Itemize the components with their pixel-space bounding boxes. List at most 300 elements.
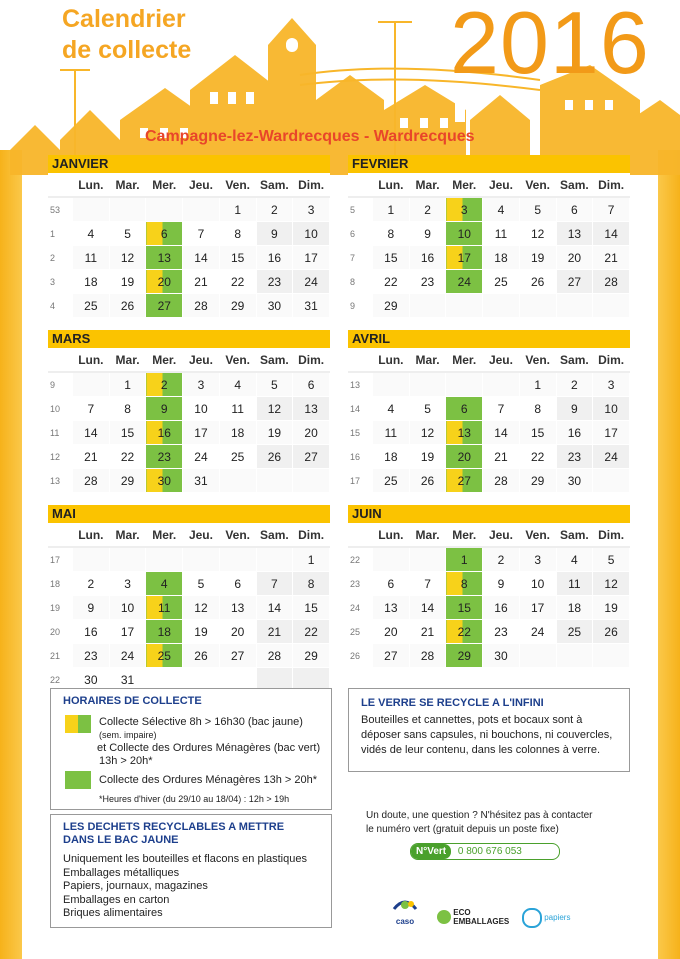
- week-number: 19: [48, 596, 73, 620]
- week-row: [48, 246, 330, 270]
- day-cell: 30: [483, 644, 520, 668]
- day-header: Ven.: [519, 173, 556, 197]
- day-cell: [593, 469, 630, 493]
- day-cell: 15: [446, 596, 483, 620]
- day-cell: 28: [256, 644, 293, 668]
- month-table: [48, 348, 330, 493]
- week-number: 22: [48, 668, 73, 692]
- day-header: Sam.: [556, 173, 593, 197]
- day-cell: 2: [256, 197, 293, 222]
- day-cell: 9: [409, 222, 446, 246]
- day-cell: 19: [256, 421, 293, 445]
- day-cell: 1: [219, 197, 256, 222]
- week-row: [348, 547, 630, 572]
- day-cell: 25: [373, 469, 410, 493]
- day-cell: [183, 547, 220, 572]
- day-cell: 22: [109, 445, 146, 469]
- day-cell: 13: [293, 397, 330, 421]
- horaires-item-1-line-3: et Collecte des Ordures Ménagères (bac vert): [97, 742, 321, 754]
- day-cell: 25: [146, 644, 183, 668]
- day-cell: 11: [73, 246, 110, 270]
- day-cell: 16: [409, 246, 446, 270]
- week-number: 53: [48, 197, 73, 222]
- day-cell: 10: [519, 572, 556, 596]
- day-cell: [109, 197, 146, 222]
- horaires-item-1-line-1: Collecte Sélective 8h > 16h30 (bac jaune): [99, 716, 303, 728]
- day-cell: 14: [593, 222, 630, 246]
- week-row: [48, 469, 330, 493]
- day-cell: 9: [73, 596, 110, 620]
- day-cell: [519, 294, 556, 318]
- week-row: [348, 644, 630, 668]
- dechets-item: Papiers, journaux, magazines: [63, 880, 208, 892]
- month-table: [48, 173, 330, 318]
- dechets-item: Emballages en carton: [63, 893, 170, 906]
- day-header: Dim.: [593, 173, 630, 197]
- day-cell: 24: [293, 270, 330, 294]
- day-cell: 22: [373, 270, 410, 294]
- day-cell: [556, 294, 593, 318]
- month-title: JANVIER: [48, 155, 330, 173]
- day-cell: 18: [556, 596, 593, 620]
- horaires-box: [50, 688, 332, 810]
- day-cell: 16: [556, 421, 593, 445]
- horaires-item-1-line-2: (sem. impaire): [99, 730, 157, 740]
- day-cell: 29: [519, 469, 556, 493]
- day-header: Sam.: [556, 348, 593, 372]
- day-cell: 31: [293, 294, 330, 318]
- day-cell: 6: [556, 197, 593, 222]
- day-cell: 17: [293, 246, 330, 270]
- week-row: [348, 294, 630, 318]
- day-cell: 13: [146, 246, 183, 270]
- papiers-icon: [522, 908, 542, 928]
- day-header: Mer.: [446, 348, 483, 372]
- day-cell: 1: [109, 372, 146, 397]
- day-header: Lun.: [373, 173, 410, 197]
- week-number: 15: [348, 421, 373, 445]
- day-cell: 20: [446, 445, 483, 469]
- month-title: MAI: [48, 505, 330, 523]
- numero-vert[interactable]: [410, 843, 560, 860]
- day-cell: 8: [109, 397, 146, 421]
- dechets-item: Uniquement les bouteilles et flacons en plastiques: [63, 853, 307, 865]
- day-header: Lun.: [73, 173, 110, 197]
- week-number: 14: [348, 397, 373, 421]
- day-cell: 15: [373, 246, 410, 270]
- contact-line-1: Un doute, une question ? N'hésitez pas à contacter: [366, 810, 593, 821]
- day-cell: [483, 372, 520, 397]
- day-cell: 16: [483, 596, 520, 620]
- day-cell: 28: [593, 270, 630, 294]
- day-cell: 3: [293, 197, 330, 222]
- day-cell: 1: [293, 547, 330, 572]
- phone-number: 0 800 676 053: [457, 846, 522, 857]
- day-cell: 2: [409, 197, 446, 222]
- day-cell: 26: [256, 445, 293, 469]
- day-cell: 14: [483, 421, 520, 445]
- week-row: [48, 222, 330, 246]
- day-cell: 11: [556, 572, 593, 596]
- verre-title: LE VERRE SE RECYCLE A L'INFINI: [361, 697, 544, 709]
- day-cell: 12: [409, 421, 446, 445]
- month-block: [48, 155, 330, 318]
- day-header: Sam.: [256, 523, 293, 547]
- week-number: 9: [48, 372, 73, 397]
- green-swatch: [65, 771, 91, 789]
- day-header: Lun.: [73, 348, 110, 372]
- week-row: [348, 596, 630, 620]
- eco-label-1: ECO: [453, 908, 471, 917]
- day-cell: 5: [409, 397, 446, 421]
- week-number: 6: [348, 222, 373, 246]
- week-number: 10: [48, 397, 73, 421]
- papiers-logo: [522, 908, 570, 928]
- day-cell: [146, 197, 183, 222]
- day-cell: 27: [293, 445, 330, 469]
- week-row: [48, 421, 330, 445]
- place-name: Campagne-lez-Wardrecques - Wardrecques: [145, 128, 475, 145]
- right-border: [658, 150, 680, 959]
- left-border: [0, 150, 22, 959]
- week-row: [48, 596, 330, 620]
- day-cell: 9: [146, 397, 183, 421]
- day-cell: 25: [219, 445, 256, 469]
- week-row: [348, 397, 630, 421]
- dechets-item: Briques alimentaires: [63, 907, 163, 919]
- week-number: 21: [48, 644, 73, 668]
- day-cell: [73, 197, 110, 222]
- day-cell: 23: [73, 644, 110, 668]
- day-cell: 10: [183, 397, 220, 421]
- week-row: [348, 445, 630, 469]
- day-cell: 27: [219, 644, 256, 668]
- day-header: Mer.: [146, 348, 183, 372]
- day-cell: 20: [293, 421, 330, 445]
- day-cell: 7: [409, 572, 446, 596]
- day-cell: 28: [483, 469, 520, 493]
- day-header: Jeu.: [483, 348, 520, 372]
- day-cell: 2: [483, 547, 520, 572]
- week-number: 12: [48, 445, 73, 469]
- calendar-title: [62, 4, 191, 66]
- dechets-title-line-2: DANS LE BAC JAUNE: [63, 834, 179, 846]
- day-cell: 18: [483, 246, 520, 270]
- day-cell: 25: [73, 294, 110, 318]
- day-cell: [293, 469, 330, 493]
- day-cell: 19: [183, 620, 220, 644]
- week-row: [348, 372, 630, 397]
- day-cell: [409, 294, 446, 318]
- week-number: 5: [348, 197, 373, 222]
- day-cell: 5: [256, 372, 293, 397]
- week-row: [48, 197, 330, 222]
- day-cell: 4: [373, 397, 410, 421]
- day-cell: 30: [146, 469, 183, 493]
- day-cell: 24: [593, 445, 630, 469]
- day-cell: 28: [73, 469, 110, 493]
- day-header: Mer.: [446, 173, 483, 197]
- week-number: 13: [48, 469, 73, 493]
- day-cell: 8: [293, 572, 330, 596]
- day-cell: 25: [483, 270, 520, 294]
- day-header: Jeu.: [483, 523, 520, 547]
- month-block: [48, 505, 330, 692]
- verre-text: Bouteilles et cannettes, pots et bocaux sont à déposer sans capsules, ni bouchons, ni couvercles, vidés de leur contenu, dans les colonnes à verre.: [361, 714, 613, 756]
- day-header-row: [348, 173, 630, 197]
- day-cell: 27: [146, 294, 183, 318]
- day-cell: [256, 469, 293, 493]
- day-cell: [556, 644, 593, 668]
- week-row: [348, 469, 630, 493]
- horaires-item-2: Collecte des Ordures Ménagères 13h > 20h*: [99, 774, 317, 786]
- month-title: FEVRIER: [348, 155, 630, 173]
- month-block: [48, 330, 330, 493]
- day-cell: 14: [256, 596, 293, 620]
- week-number: 3: [48, 270, 73, 294]
- day-cell: 4: [146, 572, 183, 596]
- day-cell: 10: [109, 596, 146, 620]
- day-header: Dim.: [293, 173, 330, 197]
- month-block: [348, 505, 630, 668]
- day-cell: 29: [109, 469, 146, 493]
- week-row: [48, 270, 330, 294]
- day-cell: 7: [593, 197, 630, 222]
- week-number: 26: [348, 644, 373, 668]
- day-cell: [409, 547, 446, 572]
- day-cell: 3: [593, 372, 630, 397]
- day-cell: [373, 547, 410, 572]
- week-header: [48, 348, 73, 372]
- month-table: [348, 348, 630, 493]
- week-number: 17: [348, 469, 373, 493]
- day-cell: 16: [256, 246, 293, 270]
- day-cell: 27: [373, 644, 410, 668]
- week-header: [48, 173, 73, 197]
- day-cell: 5: [519, 197, 556, 222]
- day-cell: 4: [219, 372, 256, 397]
- week-row: [48, 572, 330, 596]
- day-cell: [373, 372, 410, 397]
- day-cell: 13: [446, 421, 483, 445]
- dechets-item: Emballages métalliques: [63, 866, 180, 879]
- week-row: [348, 572, 630, 596]
- day-header-row: [48, 173, 330, 197]
- horaires-item-1-line-4: 13h > 20h*: [99, 755, 153, 767]
- day-cell: 26: [109, 294, 146, 318]
- year-label: 2016: [450, 0, 650, 92]
- day-header: Mer.: [446, 523, 483, 547]
- day-header: Dim.: [293, 348, 330, 372]
- day-cell: 3: [519, 547, 556, 572]
- day-cell: 18: [73, 270, 110, 294]
- day-cell: 19: [109, 270, 146, 294]
- day-header: Mar.: [109, 523, 146, 547]
- dechets-box: [50, 814, 332, 928]
- day-cell: 8: [446, 572, 483, 596]
- day-header-row: [348, 523, 630, 547]
- week-row: [348, 620, 630, 644]
- week-row: [348, 421, 630, 445]
- day-cell: 23: [556, 445, 593, 469]
- day-cell: [593, 644, 630, 668]
- day-header-row: [348, 348, 630, 372]
- day-header: Sam.: [256, 173, 293, 197]
- day-cell: 21: [409, 620, 446, 644]
- week-row: [48, 547, 330, 572]
- day-cell: 17: [593, 421, 630, 445]
- day-cell: [109, 547, 146, 572]
- day-header: Lun.: [373, 523, 410, 547]
- day-header: Mar.: [409, 173, 446, 197]
- day-cell: 18: [219, 421, 256, 445]
- week-row: [48, 397, 330, 421]
- week-number: 4: [48, 294, 73, 318]
- yellow-green-swatch: [65, 715, 91, 733]
- week-row: [48, 644, 330, 668]
- week-row: [348, 270, 630, 294]
- day-cell: 28: [409, 644, 446, 668]
- day-cell: 7: [256, 572, 293, 596]
- day-cell: 26: [593, 620, 630, 644]
- day-cell: 1: [519, 372, 556, 397]
- week-number: 1: [48, 222, 73, 246]
- day-header: Mer.: [146, 523, 183, 547]
- dechets-title-line-1: LES DECHETS RECYCLABLES A METTRE: [63, 821, 285, 833]
- day-cell: 20: [219, 620, 256, 644]
- day-cell: 4: [483, 197, 520, 222]
- day-header: Jeu.: [183, 523, 220, 547]
- day-cell: 17: [519, 596, 556, 620]
- week-number: 11: [48, 421, 73, 445]
- day-cell: 22: [293, 620, 330, 644]
- month-table: [348, 523, 630, 668]
- day-cell: 26: [409, 469, 446, 493]
- day-header: Mer.: [146, 173, 183, 197]
- week-row: [348, 197, 630, 222]
- day-cell: 31: [109, 668, 146, 692]
- day-cell: 8: [219, 222, 256, 246]
- eco-label: [453, 908, 509, 926]
- day-cell: 17: [109, 620, 146, 644]
- day-cell: 12: [519, 222, 556, 246]
- verre-box: [348, 688, 630, 772]
- day-header: Mar.: [109, 348, 146, 372]
- day-cell: 16: [73, 620, 110, 644]
- week-row: [48, 445, 330, 469]
- day-header: Jeu.: [183, 348, 220, 372]
- day-cell: 22: [519, 445, 556, 469]
- day-cell: 10: [593, 397, 630, 421]
- day-cell: 25: [556, 620, 593, 644]
- week-row: [48, 294, 330, 318]
- day-header: Ven.: [519, 523, 556, 547]
- eco-leaf-icon: [437, 910, 451, 924]
- day-header: Jeu.: [183, 173, 220, 197]
- day-cell: 15: [109, 421, 146, 445]
- day-cell: 6: [293, 372, 330, 397]
- day-cell: 30: [73, 668, 110, 692]
- day-cell: [219, 547, 256, 572]
- numero-vert-badge: N°Vert: [411, 844, 451, 859]
- day-cell: 4: [73, 222, 110, 246]
- day-header-row: [48, 523, 330, 547]
- month-table: [348, 173, 630, 318]
- day-cell: 29: [373, 294, 410, 318]
- day-cell: 17: [183, 421, 220, 445]
- day-cell: [446, 372, 483, 397]
- day-cell: 5: [183, 572, 220, 596]
- day-cell: 28: [183, 294, 220, 318]
- day-cell: 1: [446, 547, 483, 572]
- day-cell: 23: [409, 270, 446, 294]
- day-cell: 21: [183, 270, 220, 294]
- day-cell: 20: [556, 246, 593, 270]
- day-cell: 18: [146, 620, 183, 644]
- day-cell: 15: [293, 596, 330, 620]
- caso-label: caso: [395, 917, 415, 926]
- title-line-2: de collecte: [62, 36, 192, 64]
- dechets-title: [63, 821, 284, 847]
- day-cell: 1: [373, 197, 410, 222]
- day-cell: 14: [409, 596, 446, 620]
- day-cell: 10: [293, 222, 330, 246]
- day-cell: 29: [446, 644, 483, 668]
- day-cell: 27: [556, 270, 593, 294]
- day-header: Ven.: [519, 348, 556, 372]
- day-cell: 2: [146, 372, 183, 397]
- horaires-item-1: [99, 716, 320, 768]
- day-cell: [256, 547, 293, 572]
- day-cell: 21: [73, 445, 110, 469]
- day-cell: 11: [373, 421, 410, 445]
- day-cell: 6: [146, 222, 183, 246]
- day-cell: 31: [183, 469, 220, 493]
- week-row: [348, 246, 630, 270]
- day-cell: 30: [256, 294, 293, 318]
- day-cell: [146, 547, 183, 572]
- day-cell: 8: [373, 222, 410, 246]
- month-title: JUIN: [348, 505, 630, 523]
- horaires-title: HORAIRES DE COLLECTE: [63, 695, 202, 707]
- day-cell: 3: [446, 197, 483, 222]
- day-header: Ven.: [219, 173, 256, 197]
- day-cell: 6: [446, 397, 483, 421]
- day-cell: 27: [446, 469, 483, 493]
- day-header: Mar.: [409, 523, 446, 547]
- day-cell: [219, 469, 256, 493]
- day-cell: 22: [446, 620, 483, 644]
- header: [0, 0, 680, 175]
- day-cell: [73, 547, 110, 572]
- day-cell: 26: [519, 270, 556, 294]
- day-cell: 13: [556, 222, 593, 246]
- day-cell: 29: [293, 644, 330, 668]
- week-number: 20: [48, 620, 73, 644]
- day-cell: [183, 197, 220, 222]
- day-header: Mar.: [409, 348, 446, 372]
- day-cell: 2: [73, 572, 110, 596]
- day-cell: [519, 644, 556, 668]
- day-cell: [409, 372, 446, 397]
- week-header: [348, 523, 373, 547]
- day-cell: 11: [219, 397, 256, 421]
- week-number: 18: [48, 572, 73, 596]
- day-cell: [593, 294, 630, 318]
- day-cell: 9: [483, 572, 520, 596]
- day-cell: 24: [519, 620, 556, 644]
- day-header: Ven.: [219, 348, 256, 372]
